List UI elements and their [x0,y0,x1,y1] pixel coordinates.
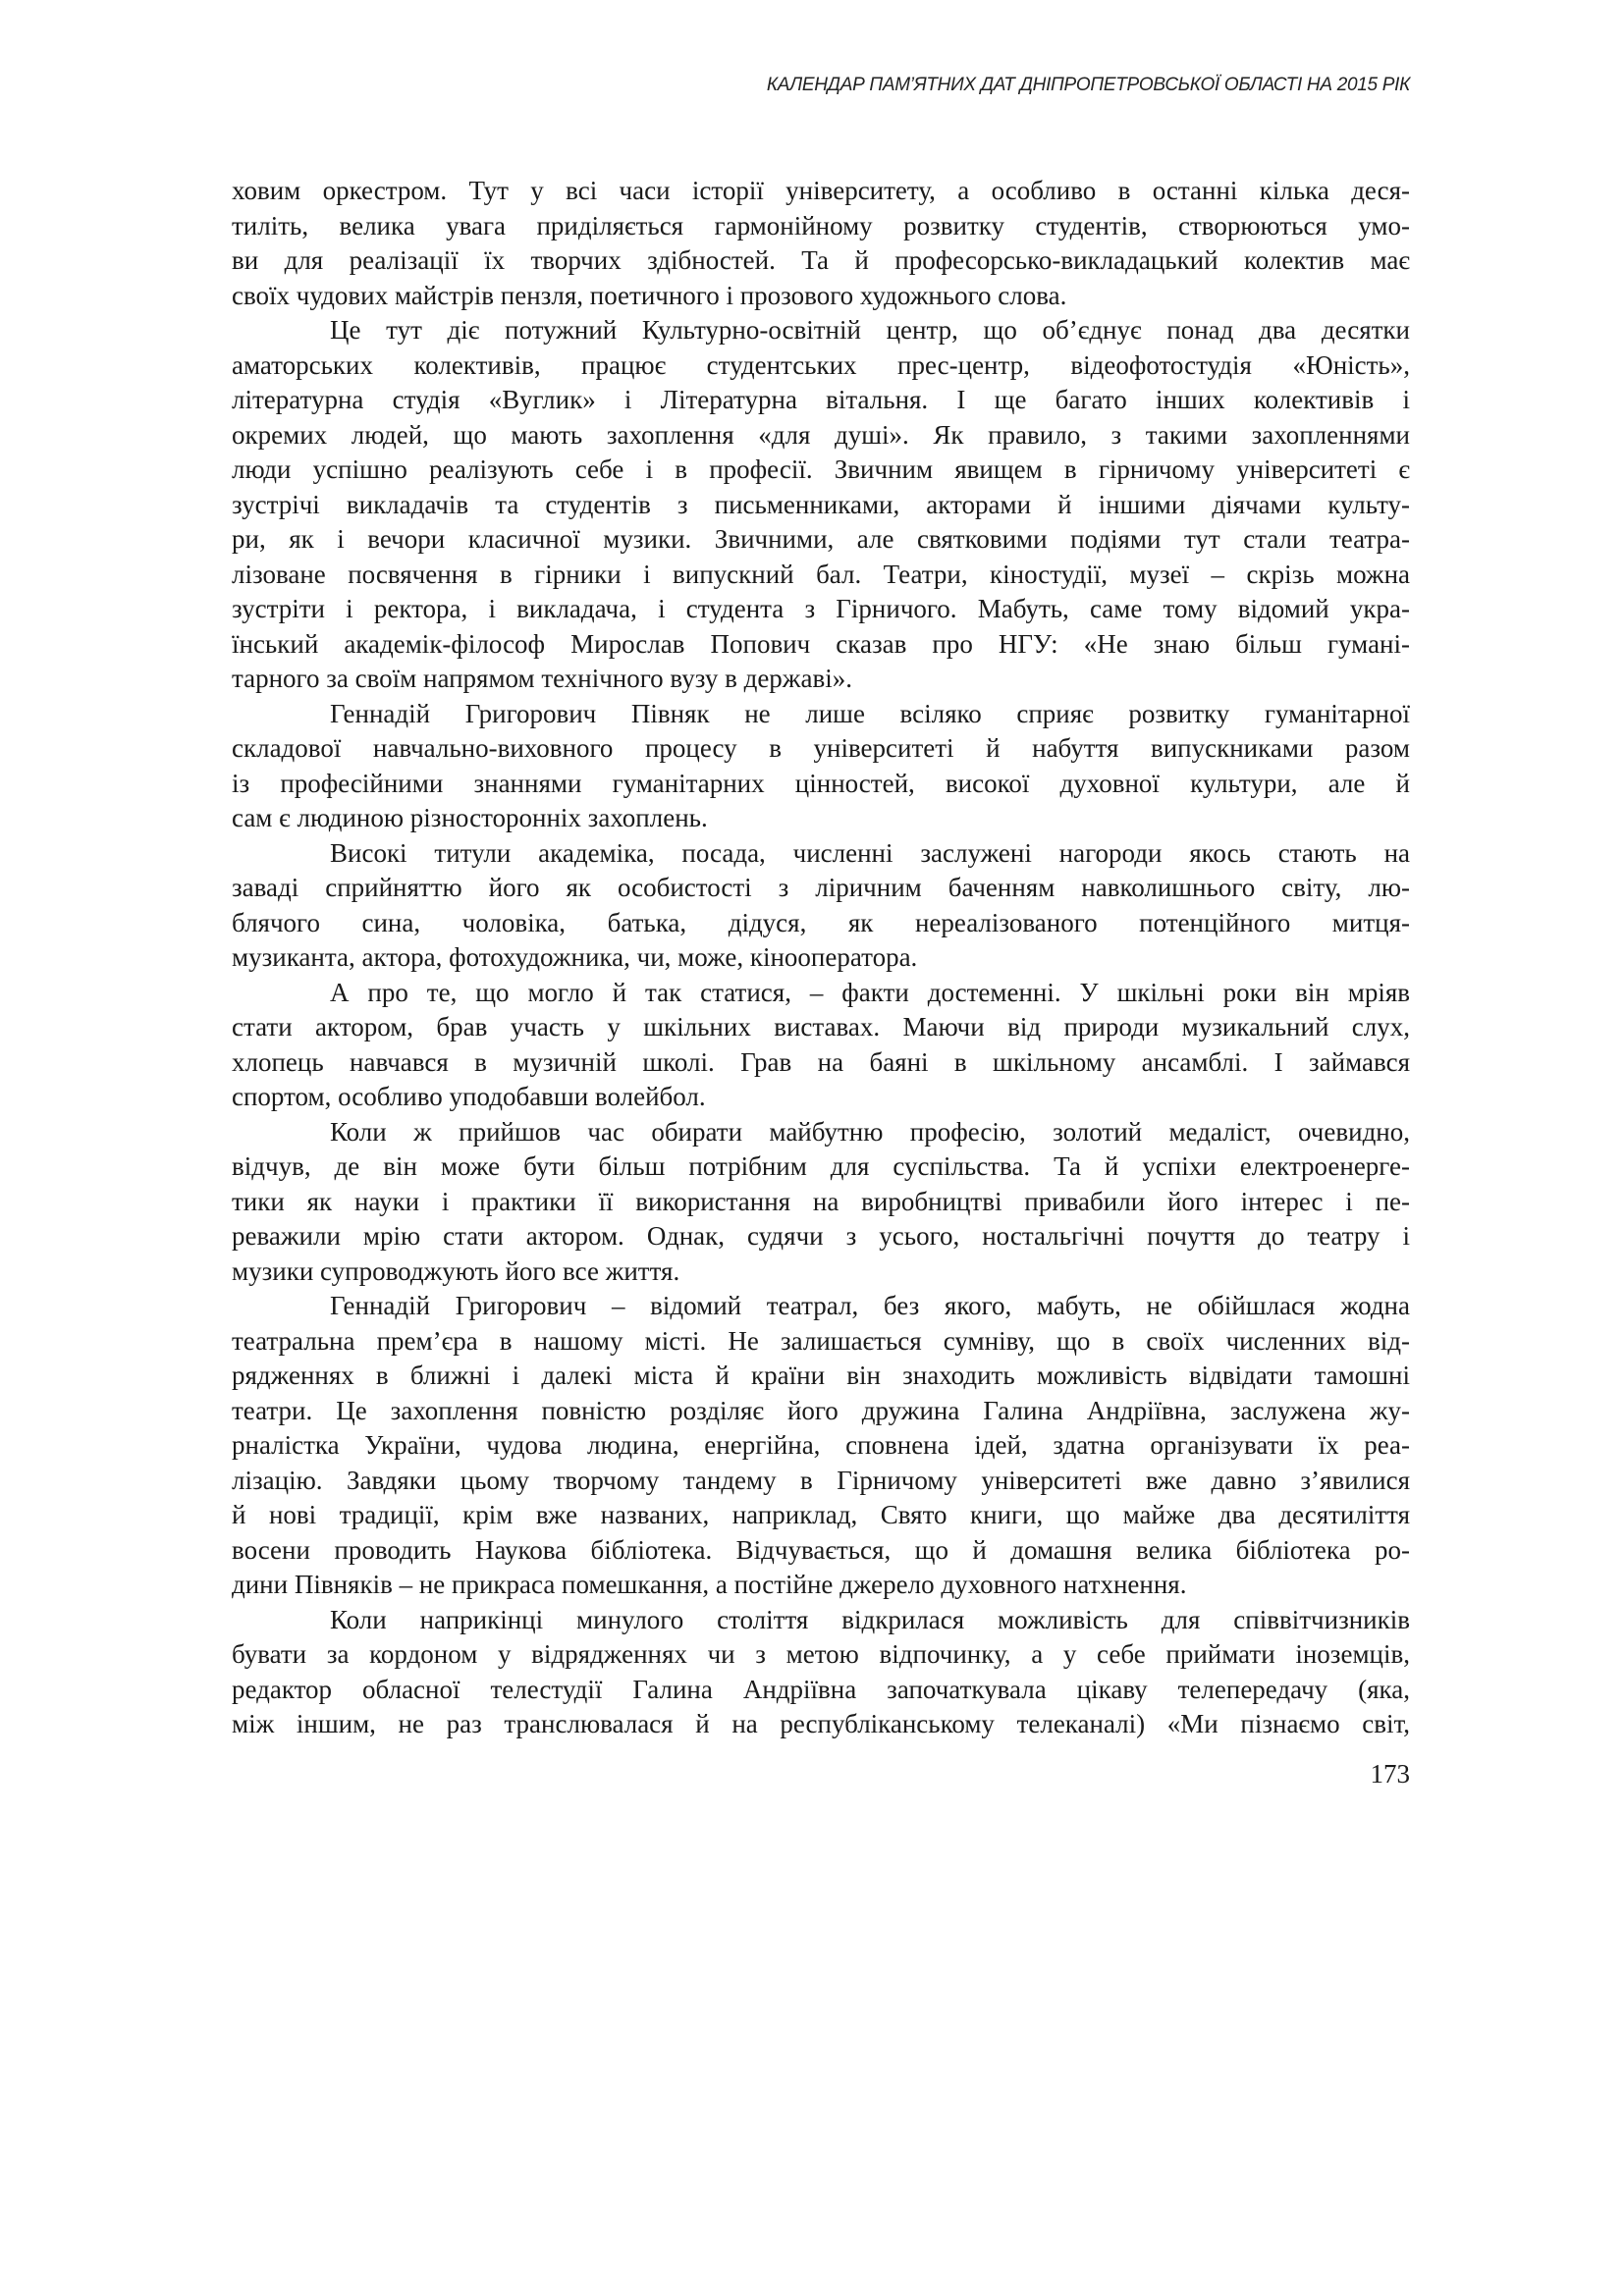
text-line: тики як науки і практики її використання на виробництві привабили його інтерес і пе- [232,1186,1410,1216]
text-line: складової навчально-виховного процесу в університеті й набуття випускниками разом [232,733,1410,763]
paragraph [232,697,1410,836]
paragraph [232,1603,1410,1742]
text-line: літературна студія «Вуглик» і Літературна вітальня. І ще багато інших колективів і [232,385,1410,414]
text-line: лізоване посвячення в гірники і випускний бал. Театри, кіностудії, музеї – скрізь можна [232,559,1410,589]
page-number: 173 [1370,1759,1410,1789]
text-line: аматорських колективів, працює студентських прес-центр, відеофотостудія «Юність», [232,349,1410,380]
paragraph [232,836,1410,976]
text-line: Коли ж прийшов час обирати майбутню професію, золотий медаліст, очевидно, [330,1116,1410,1147]
text-line: рядженнях в ближні і далекі міста й країни він знаходить можливість відвідати тамошні [232,1361,1410,1390]
paragraph [232,174,1410,313]
text-line: Це тут діє потужний Культурно-освітній центр, що об’єднує понад два десятки [330,315,1410,345]
text-line: люди успішно реалізують себе і в професії. Звичним явищем в гірничому університеті є [232,454,1410,484]
text-line: між іншим, не раз транслювалася й на республіканському телеканалі) «Ми пізнаємо світ, [232,1709,1410,1738]
text-line: окремих людей, що мають захоплення «для душі». Як правило, з такими захопленнями [232,419,1410,450]
text-line: ховим оркестром. Тут у всі часи історії університету, а особливо в останні кілька деся- [232,176,1410,205]
text-line: Геннадій Григорович Півняк не лише всіляко сприяє розвитку гуманітарної [330,698,1410,728]
running-header: КАЛЕНДАР ПАМ’ЯТНИХ ДАТ ДНІПРОПЕТРОВСЬКОЇ ОБЛАСТІ НА 2015 РІК [766,75,1410,95]
text-line: редактор обласної телестудії Галина Андріївна започаткувала цікаву телепередачу (яка, [232,1674,1410,1704]
text-line: із професійними знаннями гуманітарних цінностей, високої духовної культури, але й [232,768,1410,798]
text-line: ри, як і вечори класичної музики. Звичними, але святковими подіями тут стали театра- [232,524,1410,554]
text-line: ви для реалізації їх творчих здібностей. Та й професорсько-викладацький колектив має [232,245,1410,275]
text-line: А про те, що могло й так статися, – факти достеменні. У шкільні роки він мріяв [330,977,1410,1007]
text-line: Геннадій Григорович – відомий театрал, без якого, мабуть, не обійшлася жодна [330,1291,1410,1320]
text-line: рналістка України, чудова людина, енергійна, сповнена ідей, здатна організувати їх реа- [232,1430,1410,1460]
text-line: Високі титули академіка, посада, численні заслужені нагороди якось стають на [330,837,1410,868]
text-line: музики супроводжують його все життя. [232,1255,680,1286]
text-line: хлопець навчався в музичній школі. Грав на баяні в шкільному ансамблі. І займався [232,1046,1410,1077]
text-line: восени проводить Наукова бібліотека. Відчувається, що й домашня велика бібліотека ро- [232,1534,1410,1565]
text-line: театральна прем’єра в нашому місті. Не залишається сумніву, що в своїх численних від- [232,1325,1410,1356]
text-line: зустрічі викладачів та студентів з письменниками, акторами й іншими діячами культу- [232,489,1410,519]
text-line: стати актором, брав участь у шкільних виставах. Маючи від природи музикальний слух, [232,1012,1410,1041]
text-line: зустріти і ректора, і викладача, і студента з Гірничого. Мабуть, саме тому відомий укра- [232,594,1410,623]
text-line: тиліть, велика увага приділяється гармонійному розвитку студентів, створюються умо- [232,210,1410,240]
text-line: відчув, де він може бути більш потрібним для суспільства. Та й успіхи електроенерге- [232,1151,1410,1181]
text-line: спортом, особливо уподобавши волейбол. [232,1082,706,1111]
text-line: й нові традиції, крім вже названих, наприклад, Свято книги, що майже два десятиліття [232,1500,1410,1529]
text-line: бувати за кордоном у відрядженнях чи з метою відпочинку, а у себе приймати іноземців, [232,1639,1410,1669]
text-line: театри. Це захоплення повністю розділяє його дружина Галина Андріївна, заслужена жу- [232,1395,1410,1425]
body-text [232,174,1410,1742]
text-line: лізацію. Завдяки цьому творчому тандему в Гірничому університеті вже давно з’явилися [232,1465,1410,1495]
text-line: сам є людиною різносторонніх захоплень. [232,803,708,832]
text-line: своїх чудових майстрів пензля, поетичного і прозового художнього слова. [232,280,1067,310]
paragraph [232,1115,1410,1290]
text-line: музиканта, актора, фотохудожника, чи, може, кінооператора. [232,942,918,972]
paragraph [232,976,1410,1115]
text-line: блячого сина, чоловіка, батька, дідуся, як нереалізованого потенційного митця- [232,907,1410,937]
text-line: дини Півняків – не прикраса помешкання, а постійне джерело духовного натхнення. [232,1570,1187,1599]
text-line: тарного за своїм напрямом технічного вузу в державі». [232,664,852,693]
text-line: їнський академік-філософ Мирослав Попович сказав про НГУ: «Не знаю більш гумані- [232,628,1410,659]
paragraph [232,313,1410,697]
text-line: Коли наприкінці минулого століття відкрилася можливість для співвітчизників [330,1604,1410,1634]
paragraph [232,1289,1410,1603]
text-line: реважили мрію стати актором. Однак, судячи з усього, ностальгічні почуття до театру і [232,1221,1410,1251]
text-line: заваді сприйняттю його як особистості з ліричним баченням навколишнього світу, лю- [232,873,1410,902]
